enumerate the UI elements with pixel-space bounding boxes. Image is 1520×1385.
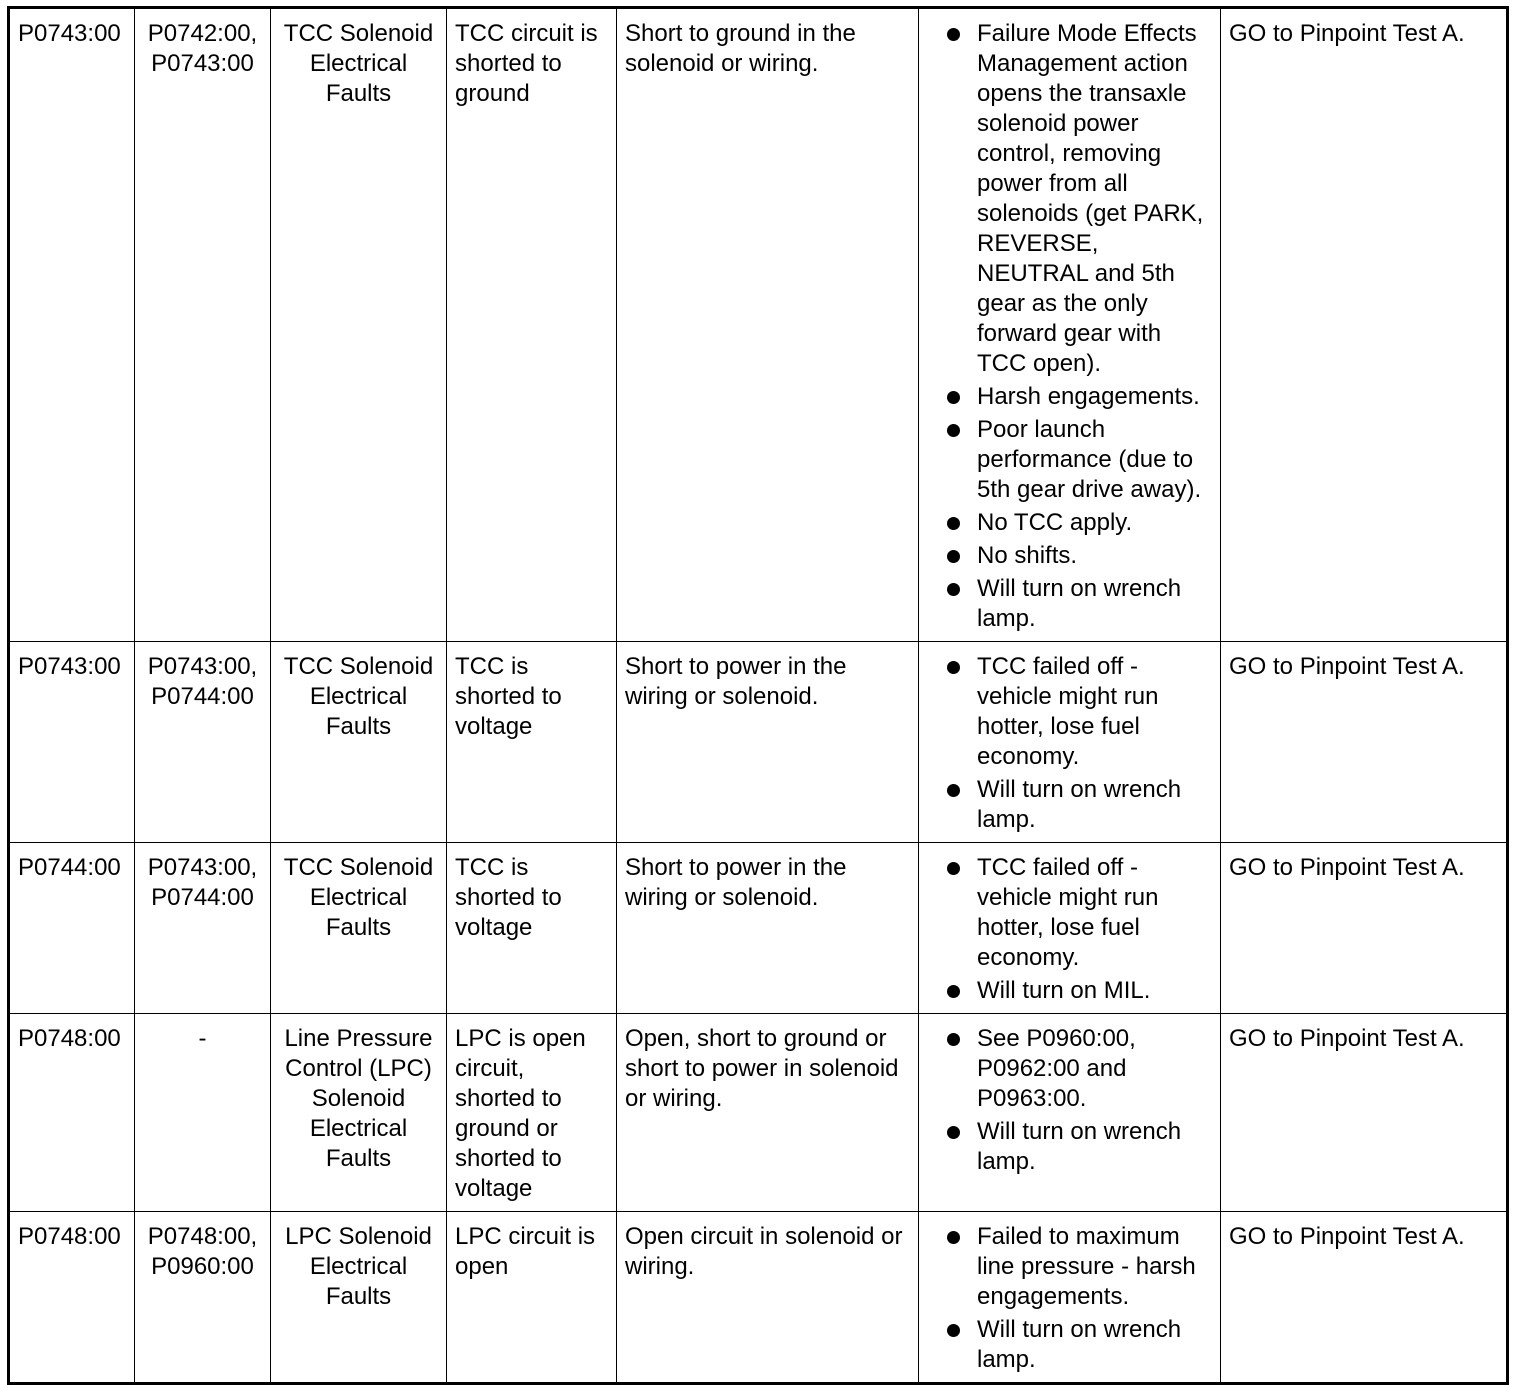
symptom-item xyxy=(927,652,1212,772)
fault-name-cell: LPC Solenoid Electrical Faults xyxy=(271,1212,447,1384)
action-cell: GO to Pinpoint Test A. xyxy=(1221,1212,1508,1384)
dtc-code-cell: P0743:00 xyxy=(9,642,135,843)
symptom-text: TCC failed off - vehicle might run hotter, lose fuel economy. xyxy=(977,854,1159,971)
symptom-item xyxy=(927,1315,1212,1375)
symptoms-cell xyxy=(919,1014,1221,1212)
description-cell: LPC circuit is open xyxy=(447,1212,617,1384)
related-dtc-cell: P0742:00, P0743:00 xyxy=(135,8,271,642)
related-dtc-cell: P0748:00, P0960:00 xyxy=(135,1212,271,1384)
description-cell: TCC is shorted to voltage xyxy=(447,642,617,843)
table-row xyxy=(9,1212,1508,1384)
symptom-text: Harsh engagements. xyxy=(977,383,1200,410)
condition-cell: Open circuit in solenoid or wiring. xyxy=(617,1212,919,1384)
symptom-list xyxy=(927,652,1212,835)
symptoms-cell xyxy=(919,1212,1221,1384)
action-cell: GO to Pinpoint Test A. xyxy=(1221,642,1508,843)
table-row xyxy=(9,8,1508,642)
bullet-icon xyxy=(947,985,960,998)
fault-name-cell: TCC Solenoid Electrical Faults xyxy=(271,843,447,1014)
table-row xyxy=(9,1014,1508,1212)
bullet-icon xyxy=(947,1033,960,1046)
symptom-item xyxy=(927,541,1212,571)
dtc-code-cell: P0748:00 xyxy=(9,1212,135,1384)
bullet-icon xyxy=(947,661,960,674)
symptom-item xyxy=(927,1117,1212,1177)
condition-cell: Short to ground in the solenoid or wiring. xyxy=(617,8,919,642)
symptom-text: TCC failed off - vehicle might run hotter, lose fuel economy. xyxy=(977,653,1159,770)
symptom-item xyxy=(927,1024,1212,1114)
dtc-code-cell: P0748:00 xyxy=(9,1014,135,1212)
dtc-table xyxy=(7,6,1509,1385)
action-cell: GO to Pinpoint Test A. xyxy=(1221,1014,1508,1212)
bullet-icon xyxy=(947,1231,960,1244)
symptoms-cell xyxy=(919,843,1221,1014)
bullet-icon xyxy=(947,1126,960,1139)
symptom-list xyxy=(927,19,1212,634)
symptom-text: Will turn on MIL. xyxy=(977,977,1151,1004)
related-dtc-cell: P0743:00, P0744:00 xyxy=(135,642,271,843)
related-dtc-cell: - xyxy=(135,1014,271,1212)
bullet-icon xyxy=(947,583,960,596)
symptoms-cell xyxy=(919,642,1221,843)
symptom-item xyxy=(927,508,1212,538)
condition-cell: Short to power in the wiring or solenoid. xyxy=(617,843,919,1014)
bullet-icon xyxy=(947,862,960,875)
bullet-icon xyxy=(947,550,960,563)
description-cell: TCC is shorted to voltage xyxy=(447,843,617,1014)
table-row xyxy=(9,642,1508,843)
condition-cell: Short to power in the wiring or solenoid. xyxy=(617,642,919,843)
symptom-item xyxy=(927,382,1212,412)
dtc-code-cell: P0744:00 xyxy=(9,843,135,1014)
bullet-icon xyxy=(947,391,960,404)
symptom-text: Poor launch performance (due to 5th gear drive away). xyxy=(977,416,1202,503)
symptom-list xyxy=(927,853,1212,1006)
symptom-text: No shifts. xyxy=(977,542,1078,569)
symptom-text: Will turn on wrench lamp. xyxy=(977,776,1182,833)
symptom-item xyxy=(927,853,1212,973)
symptom-item xyxy=(927,415,1212,505)
condition-cell: Open, short to ground or short to power in solenoid or wiring. xyxy=(617,1014,919,1212)
bullet-icon xyxy=(947,28,960,41)
symptom-item xyxy=(927,574,1212,634)
symptom-text: No TCC apply. xyxy=(977,509,1133,536)
action-cell: GO to Pinpoint Test A. xyxy=(1221,8,1508,642)
dtc-code-cell: P0743:00 xyxy=(9,8,135,642)
symptom-list xyxy=(927,1222,1212,1375)
fault-name-cell: TCC Solenoid Electrical Faults xyxy=(271,642,447,843)
symptom-item xyxy=(927,19,1212,379)
bullet-icon xyxy=(947,517,960,530)
related-dtc-cell: P0743:00, P0744:00 xyxy=(135,843,271,1014)
symptom-text: See P0960:00, P0962:00 and P0963:00. xyxy=(977,1025,1136,1112)
bullet-icon xyxy=(947,784,960,797)
description-cell: LPC is open circuit, shorted to ground or shorted to voltage xyxy=(447,1014,617,1212)
description-cell: TCC circuit is shorted to ground xyxy=(447,8,617,642)
symptom-list xyxy=(927,1024,1212,1177)
symptom-text: Will turn on wrench lamp. xyxy=(977,575,1182,632)
symptoms-cell xyxy=(919,8,1221,642)
symptom-text: Failure Mode Effects Management action opens the transaxle solenoid power control, removing power from all solenoids (get PARK, REVERSE, NEUTRAL and 5th gear as the only forward gear with TCC open). xyxy=(977,20,1204,377)
symptom-text: Will turn on wrench lamp. xyxy=(977,1118,1182,1175)
symptom-item xyxy=(927,1222,1212,1312)
fault-name-cell: TCC Solenoid Electrical Faults xyxy=(271,8,447,642)
symptom-text: Will turn on wrench lamp. xyxy=(977,1316,1182,1373)
table-row xyxy=(9,843,1508,1014)
symptom-item xyxy=(927,775,1212,835)
bullet-icon xyxy=(947,424,960,437)
action-cell: GO to Pinpoint Test A. xyxy=(1221,843,1508,1014)
symptom-item xyxy=(927,976,1212,1006)
symptom-text: Failed to maximum line pressure - harsh engagements. xyxy=(977,1223,1196,1310)
bullet-icon xyxy=(947,1324,960,1337)
fault-name-cell: Line Pressure Control (LPC) Solenoid Electrical Faults xyxy=(271,1014,447,1212)
